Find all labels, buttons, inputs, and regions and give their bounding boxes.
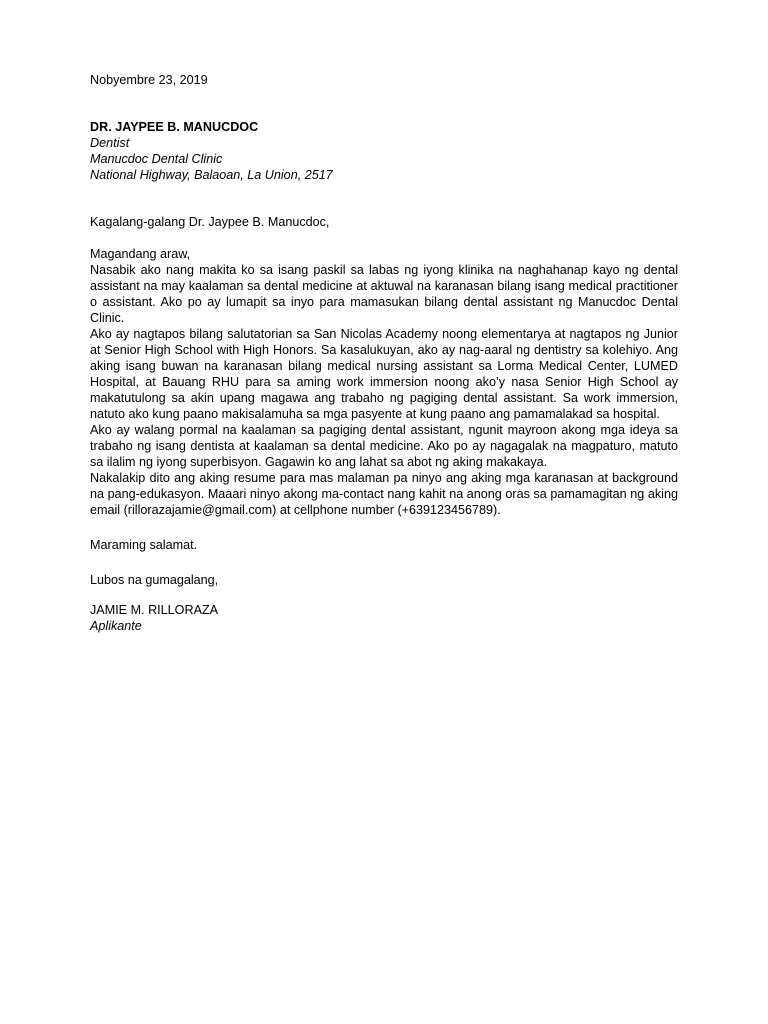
greeting: Magandang araw,	[90, 247, 191, 261]
recipient-address: National Highway, Balaoan, La Union, 2517	[90, 168, 333, 182]
sender-name: JAMIE M. RILLORAZA	[90, 603, 219, 617]
signature-block	[90, 602, 678, 634]
body-paragraph-1: Nasabik ako nang makita ko sa isang paskil sa labas ng iyong klinika na naghahanap kayo ng dental assistant na may kaalaman sa dental medicine at aktuwal na karanasan bilang isang medical practitioner o assistant. Ako po ay lumapit sa inyo para mamasukan bilang dental assistant ng Manucdoc Dental Clinic.	[90, 263, 678, 325]
salutation: Kagalang-galang Dr. Jaypee B. Manucdoc,	[90, 215, 330, 229]
sender-role: Aplikante	[90, 619, 142, 633]
thanks-line: Maraming salamat.	[90, 538, 198, 552]
body-paragraph-4: Nakalakip dito ang aking resume para mas malaman pa ninyo ang aking mga karanasan at background na pang-edukasyon. Maaari ninyo akong ma-contact nang kahit na anong oras sa pamamagitan ng aking email (rillorazajamie@gmail.com) at cellphone number (+639123456789).	[90, 471, 678, 517]
recipient-title: Dentist	[90, 136, 130, 150]
letter-page	[90, 72, 678, 634]
closing-line: Lubos na gumagalang,	[90, 573, 219, 587]
recipient-clinic: Manucdoc Dental Clinic	[90, 152, 223, 166]
recipient-name: DR. JAYPEE B. MANUCDOC	[90, 120, 259, 134]
body-paragraph-3: Ako ay walang pormal na kaalaman sa pagiging dental assistant, ngunit mayroon akong mga ideya sa trabaho ng isang dentista at kaalaman sa dental medicine. Ako po ay nagagalak na magpaturo, matuto sa ilalim ng iyong superbisyon. Gagawin ko ang lahat sa abot ng aking makakaya.	[90, 423, 678, 469]
body-paragraph-2: Ako ay nagtapos bilang salutatorian sa San Nicolas Academy noong elementarya at nagtapos ng Junior at Senior High School with High Honors. Sa kasalukuyan, ako ay nag-aaral ng dentistry sa kolehiyo. Ang aking isang buwan na karanasan bilang medical nursing assistant sa Lorma Medical Center, LUMED Hospital, at Bauang RHU para sa aming work immersion noong ako’y nasa Senior High School ay makatutulong sa akin upang magawa ang trabaho ng pagiging dental assistant. Sa work immersion, natuto ako kung paano makisalamuha sa mga pasyente at kung paano ang pamamalakad sa hospital.	[90, 327, 678, 421]
recipient-block	[90, 119, 678, 183]
letter-date: Nobyembre 23, 2019	[90, 73, 208, 87]
